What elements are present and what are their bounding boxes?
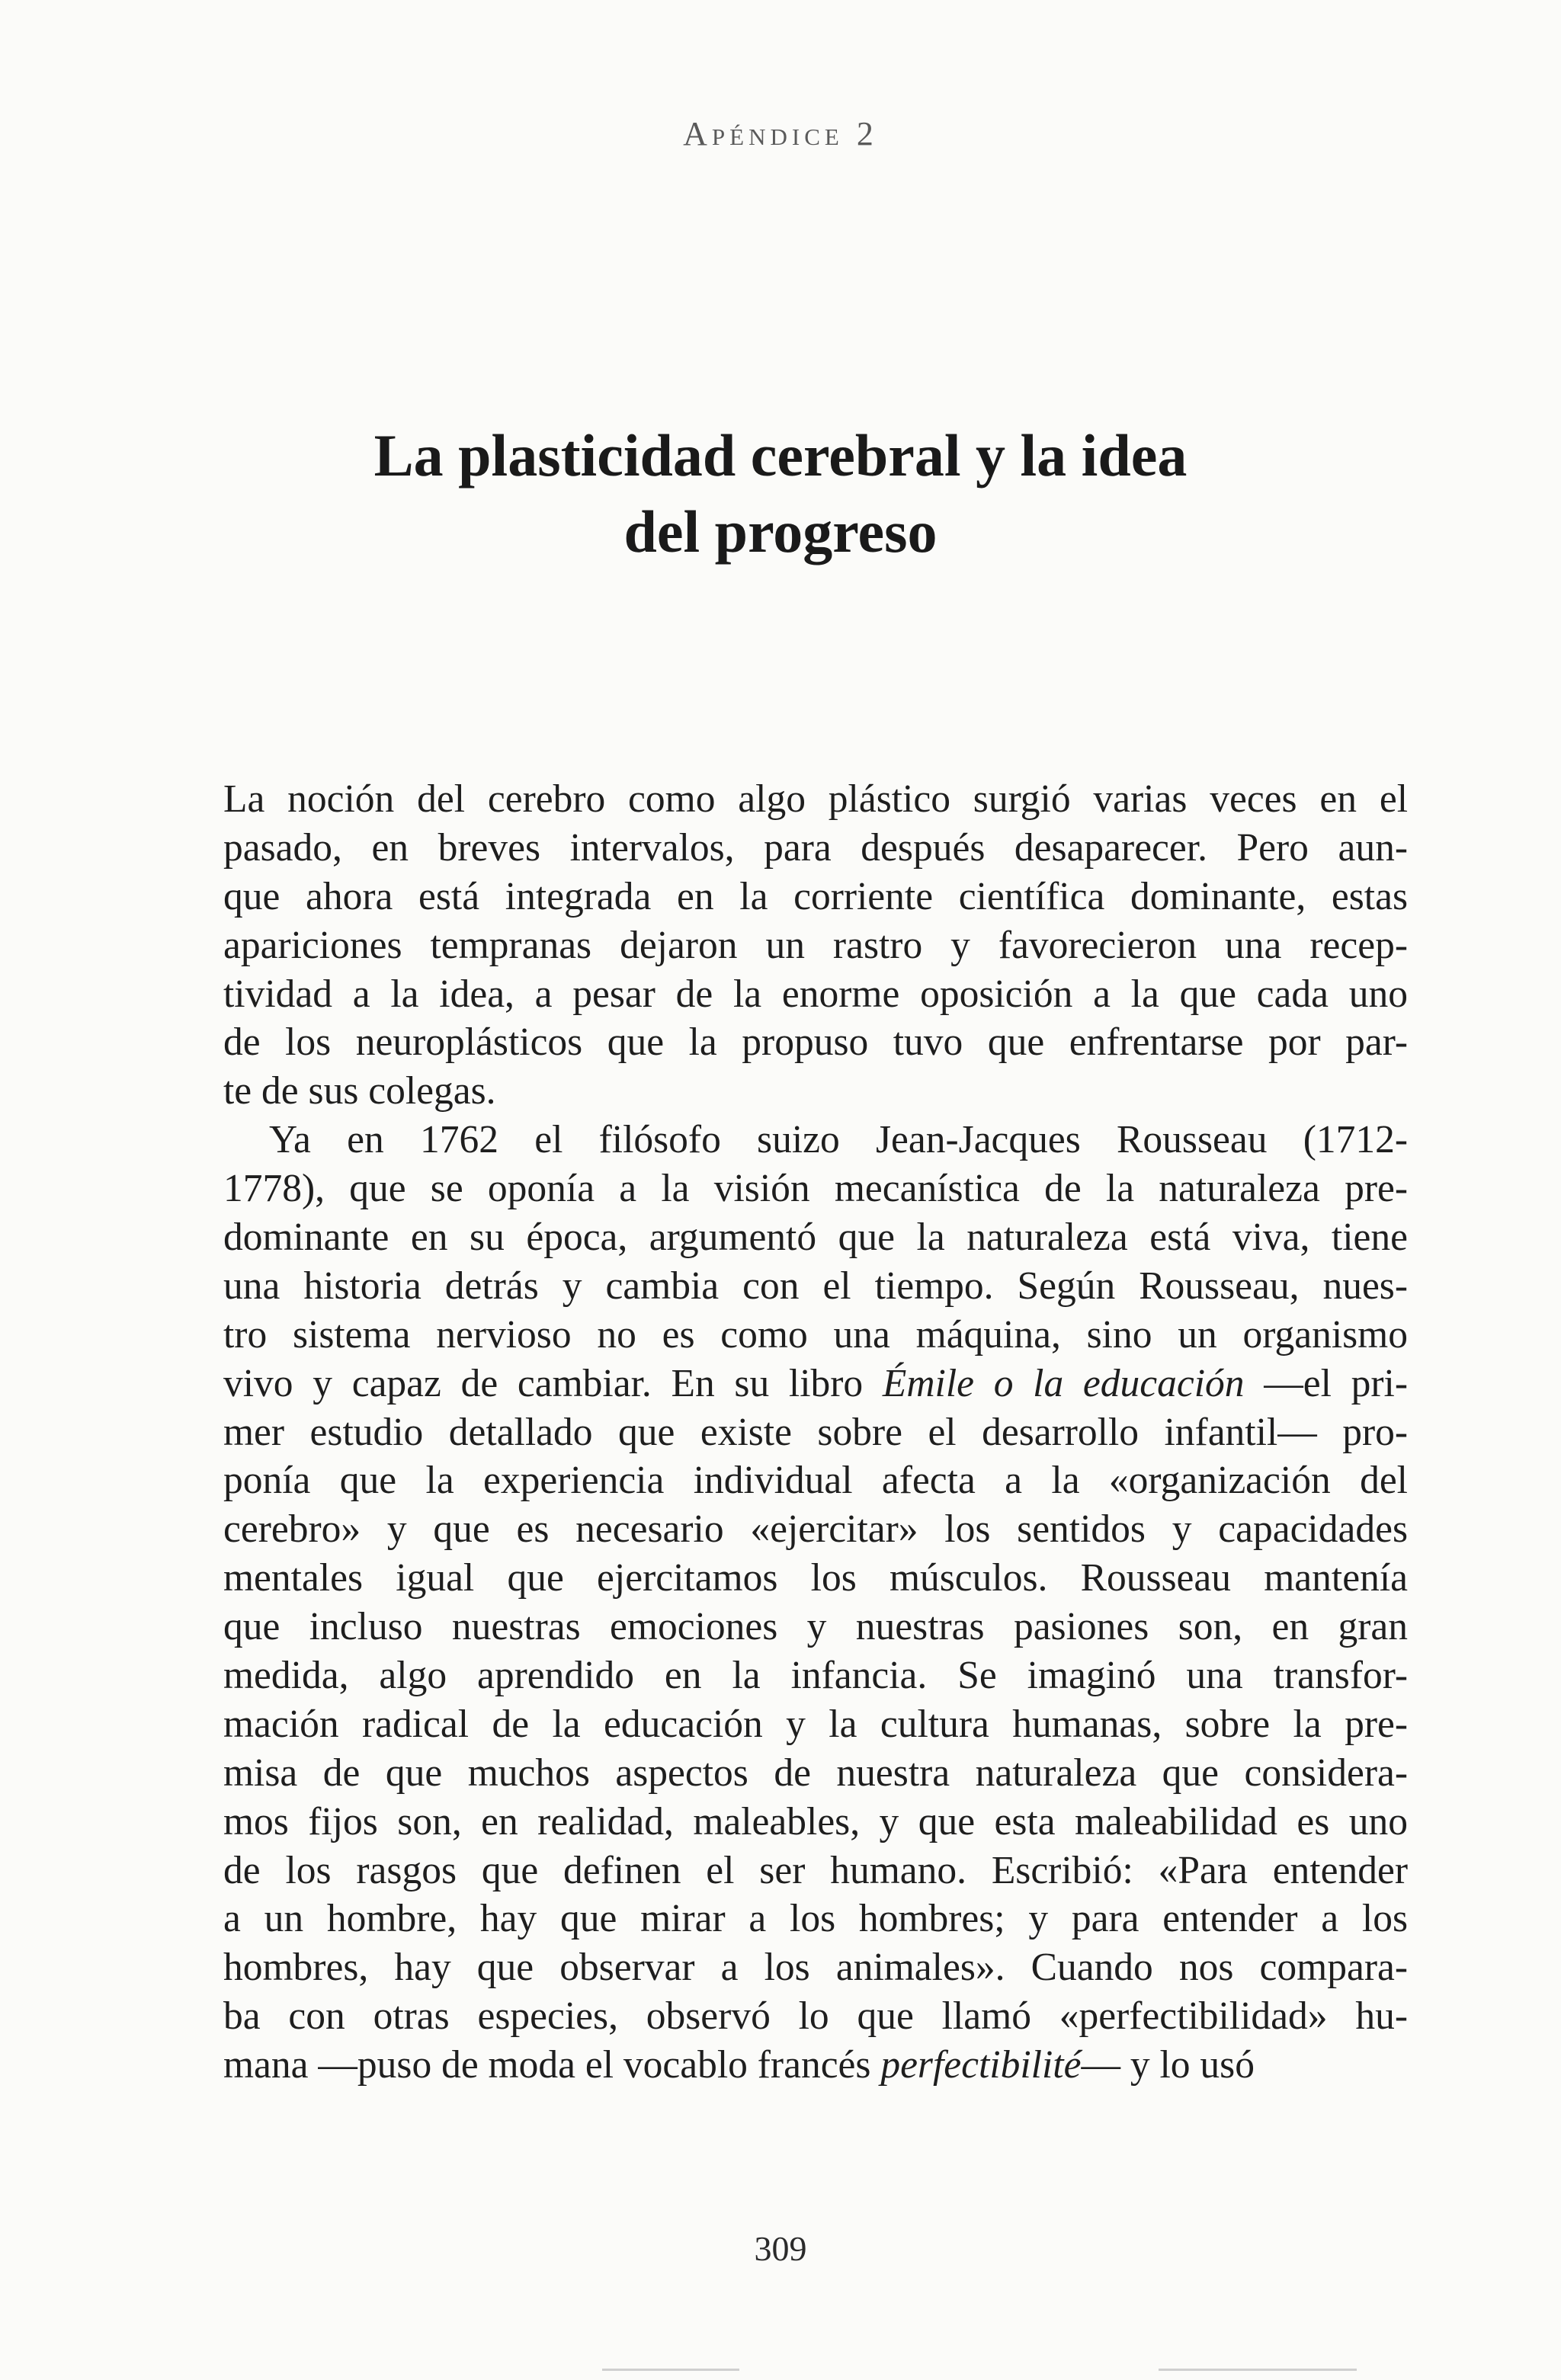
text-line: Ya en 1762 el filósofo suizo Jean-Jacques Rousseau (1712- xyxy=(269,1118,1408,1162)
text-line: La noción del cerebro como algo plástico surgió varias veces en el xyxy=(223,777,1408,821)
chapter-title xyxy=(0,418,1561,570)
page-number: 309 xyxy=(754,2229,807,2268)
text-line: cerebro» y que es necesario «ejercitar» los sentidos y capacidades xyxy=(223,1507,1408,1552)
text-line: que ahora está integrada en la corriente científica dominante, estas xyxy=(223,874,1408,918)
text-line: de los rasgos que definen el ser humano. Escribió: «Para entender xyxy=(223,1848,1408,1892)
text-line: apariciones tempranas dejaron un rastro y favorecieron una recep- xyxy=(223,923,1408,967)
text-line: mentales igual que ejercitamos los músculos. Rousseau mantenía xyxy=(223,1556,1408,1600)
text-line: medida, algo aprendido en la infancia. Se imaginó una transfor- xyxy=(223,1654,1408,1698)
text-line: mana —puso de moda el vocablo francés perfectibilité— y lo usó xyxy=(223,2043,1255,2087)
text-line: hombres, hay que observar a los animales». Cuando nos compara- xyxy=(223,1946,1408,1990)
text-line: que incluso nuestras emociones y nuestras pasiones son, en gran xyxy=(223,1605,1408,1649)
scan-edge-mark xyxy=(1159,2369,1357,2371)
body-text xyxy=(223,775,1408,2090)
text-line: pasado, en breves intervalos, para después desaparecer. Pero aun- xyxy=(223,825,1408,870)
text-line: ba con otras especies, observó lo que llamó «perfectibilidad» hu- xyxy=(223,1994,1408,2039)
text-line: dominante en su época, argumentó que la naturaleza está viva, tiene xyxy=(223,1216,1408,1260)
scan-edge-mark xyxy=(602,2369,739,2371)
running-head: Apéndice 2 xyxy=(683,115,878,152)
text-line: a un hombre, hay que mirar a los hombres; y para entender a los xyxy=(223,1897,1408,1941)
text-line: vivo y capaz de cambiar. En su libro Émile o la educación —el pri- xyxy=(223,1361,1408,1405)
text-line: mos fijos son, en realidad, maleables, y que esta maleabilidad es uno xyxy=(223,1799,1408,1843)
text-line: tividad a la idea, a pesar de la enorme oposición a la que cada uno xyxy=(223,972,1408,1016)
chapter-title-line-2: del progreso xyxy=(623,498,938,565)
text-line: misa de que muchos aspectos de nuestra naturaleza que considera- xyxy=(223,1751,1408,1795)
text-line: tro sistema nervioso no es como una máquina, sino un organismo xyxy=(223,1312,1408,1357)
chapter-title-line-1: La plasticidad cerebral y la idea xyxy=(373,422,1188,488)
paragraph xyxy=(223,1116,1408,2090)
text-line: mación radical de la educación y la cultura humanas, sobre la pre- xyxy=(223,1702,1408,1746)
paragraph xyxy=(223,775,1408,1116)
text-line: una historia detrás y cambia con el tiempo. Según Rousseau, nues- xyxy=(223,1264,1408,1308)
text-line: te de sus colegas. xyxy=(223,1069,496,1113)
text-line: 1778), que se oponía a la visión mecanística de la naturaleza pre- xyxy=(223,1167,1408,1211)
text-line: mer estudio detallado que existe sobre el desarrollo infantil— pro- xyxy=(223,1410,1408,1454)
text-line: ponía que la experiencia individual afecta a la «organización del xyxy=(223,1459,1408,1503)
text-line: de los neuroplásticos que la propuso tuvo que enfrentarse por par- xyxy=(223,1020,1408,1065)
